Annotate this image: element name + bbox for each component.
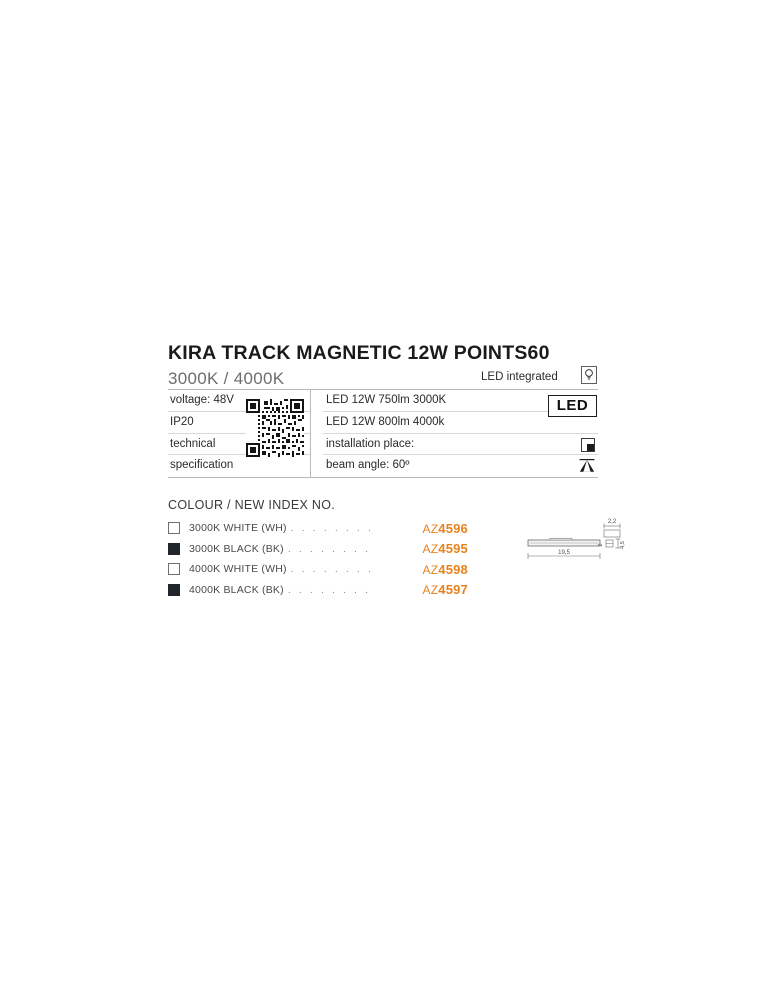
colour-name: 3000K WHITE (WH) (189, 522, 287, 535)
spec-row-beam-angle (323, 455, 598, 477)
colour-section-heading: COLOUR / NEW INDEX NO. (168, 498, 336, 512)
dimension-height-label: 4,5 (620, 541, 626, 549)
product-subtitle: 3000K / 4000K (168, 369, 285, 388)
leader-dots: . . . . . . . . (290, 522, 374, 535)
page-title: KIRA TRACK MAGNETIC 12W POINTS60 (168, 342, 550, 364)
dimension-height2-label: 2 (598, 543, 604, 547)
dimension-depth-label: 2,2 (607, 519, 617, 525)
spec-row-lumen-4000k: LED 12W 800lm 4000k (323, 412, 598, 434)
led-badge: LED (548, 395, 597, 417)
list-item (168, 518, 468, 539)
product-code (423, 562, 468, 577)
code-prefix: AZ (422, 542, 439, 557)
specification-table (168, 389, 598, 478)
list-item (168, 559, 468, 580)
leader-dots: . . . . . . . . (287, 542, 371, 555)
colour-swatch-black (168, 543, 180, 555)
code-number: 4596 (438, 520, 468, 536)
list-item (168, 539, 468, 560)
spec-row-installation-place (323, 434, 598, 456)
qr-code (246, 399, 304, 457)
dimension-width-label: 19,5 (558, 550, 570, 556)
code-prefix: AZ (422, 583, 439, 598)
colour-name: 4000K WHITE (WH) (189, 563, 287, 576)
installation-place-icon (581, 438, 595, 452)
product-code (423, 541, 468, 556)
colour-name: 3000K BLACK (BK) (189, 542, 284, 555)
product-code (423, 521, 468, 536)
code-number: 4595 (438, 541, 468, 557)
leader-dots: . . . . . . . . (287, 583, 371, 596)
code-prefix: AZ (422, 562, 439, 577)
spec-row-specification: specification (170, 459, 234, 472)
colour-swatch-white (168, 522, 180, 534)
beam-angle-icon (579, 459, 595, 473)
product-code (423, 582, 468, 597)
colour-name: 4000K BLACK (BK) (189, 583, 284, 596)
spec-row-voltage: voltage: 48V (168, 390, 310, 412)
colour-swatch-black (168, 584, 180, 596)
colour-list (168, 518, 468, 600)
dimension-drawing (520, 512, 640, 582)
code-prefix: AZ (422, 521, 439, 536)
spec-row-technical: technical (168, 434, 310, 456)
led-integrated-label: LED integrated (481, 371, 558, 383)
bulb-icon (581, 366, 597, 384)
spec-row-ip: IP20 (168, 412, 310, 434)
list-item (168, 580, 468, 601)
code-number: 4597 (438, 582, 468, 598)
spec-beam-label: beam angle: 60º (326, 459, 410, 472)
colour-swatch-white (168, 563, 180, 575)
code-number: 4598 (438, 561, 468, 577)
spec-installation-label: installation place: (326, 437, 415, 450)
leader-dots: . . . . . . . . (290, 563, 374, 576)
spec-row-lumen-3000k: LED 12W 750lm 3000K (323, 390, 598, 412)
